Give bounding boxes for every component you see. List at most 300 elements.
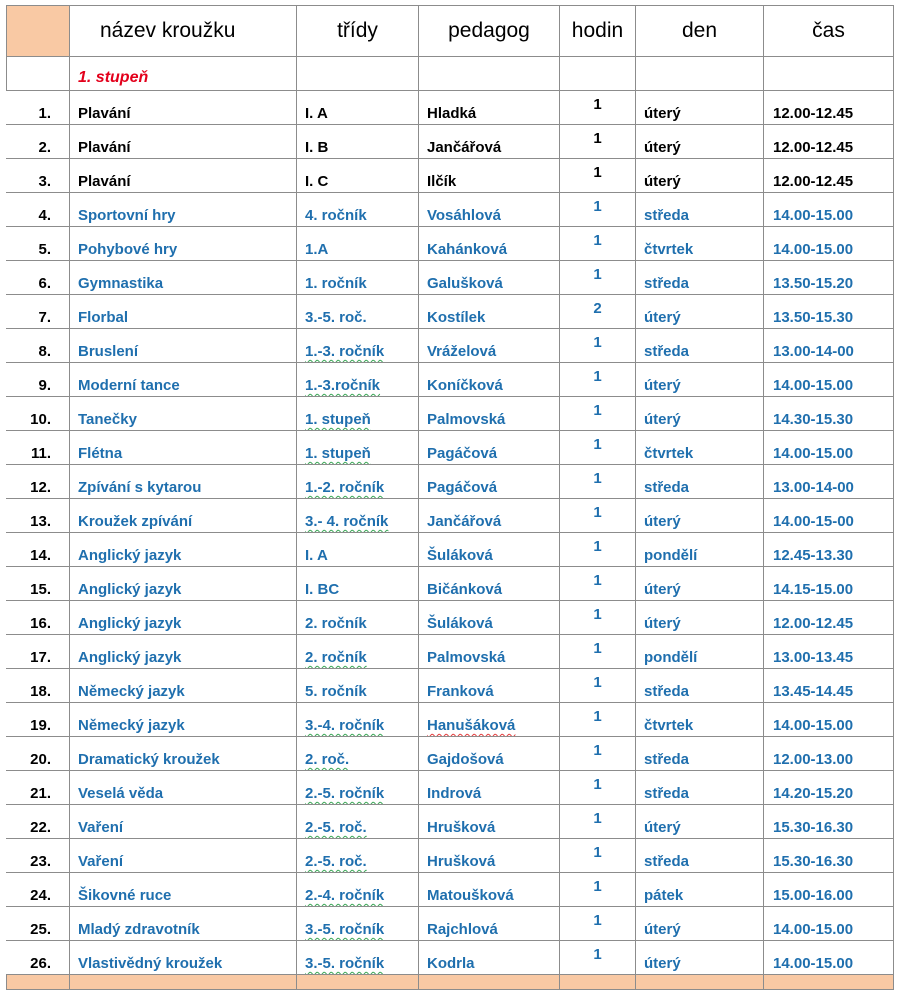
den-cell <box>636 703 764 737</box>
pedagog-cell <box>419 499 560 533</box>
pedagog-text: Pagáčová <box>427 445 498 462</box>
pedagog-text: Galušková <box>427 275 503 292</box>
trida-text: I. BC <box>305 581 340 598</box>
den-cell <box>636 295 764 329</box>
cas-cell <box>764 465 894 499</box>
cas-cell <box>764 737 894 771</box>
cas-text: 13.50-15.30 <box>773 309 854 326</box>
section-empty-cell <box>419 57 560 91</box>
krouzek-name-cell <box>70 91 297 125</box>
cas-text: 12.00-12.45 <box>773 615 854 632</box>
footer-cell <box>70 975 297 990</box>
krouzek-name-text: Bruslení <box>78 343 139 360</box>
pedagog-text: Šuláková <box>427 547 493 564</box>
row-number-text: 13. <box>30 513 51 530</box>
footer-cell <box>560 975 636 990</box>
hodin-cell <box>560 805 636 839</box>
trida-text: 2.-5. roč. <box>305 819 367 836</box>
trida-cell <box>297 703 419 737</box>
table-row <box>7 397 894 431</box>
pedagog-cell <box>419 193 560 227</box>
cas-text: 12.00-12.45 <box>773 105 854 122</box>
row-number-text: 20. <box>30 751 51 768</box>
row-number-cell <box>7 601 70 635</box>
cas-cell <box>764 499 894 533</box>
krouzek-name-cell <box>70 907 297 941</box>
row-number-text: 4. <box>38 207 51 224</box>
cas-text: 14.30-15.30 <box>773 411 854 428</box>
krouzek-name-cell <box>70 805 297 839</box>
header-den: den <box>636 6 764 57</box>
pedagog-cell <box>419 295 560 329</box>
den-cell <box>636 805 764 839</box>
hodin-cell <box>560 227 636 261</box>
krouzek-name-cell <box>70 941 297 975</box>
den-cell <box>636 941 764 975</box>
den-text: úterý <box>644 513 681 530</box>
table-row <box>7 669 894 703</box>
row-number-cell <box>7 839 70 873</box>
row-number-cell <box>7 907 70 941</box>
trida-text: I. A <box>305 105 328 122</box>
cas-text: 13.00-13.45 <box>773 649 854 666</box>
cas-cell <box>764 567 894 601</box>
trida-text: 1.-2. ročník <box>305 479 385 496</box>
pedagog-text: Šuláková <box>427 615 493 632</box>
cas-text: 12.45-13.30 <box>773 547 854 564</box>
krouzek-name-cell <box>70 159 297 193</box>
cas-cell <box>764 839 894 873</box>
row-number-text: 26. <box>30 955 51 972</box>
den-text: úterý <box>644 139 681 156</box>
footer-cell <box>636 975 764 990</box>
den-cell <box>636 227 764 261</box>
den-cell <box>636 159 764 193</box>
row-number-cell <box>7 941 70 975</box>
trida-text: 1.-3.ročník <box>305 377 381 394</box>
cas-text: 14.15-15.00 <box>773 581 854 598</box>
hodin-text: 2 <box>593 300 602 317</box>
cas-text: 14.20-15.20 <box>773 785 854 802</box>
hodin-cell <box>560 159 636 193</box>
row-number-cell <box>7 227 70 261</box>
den-cell <box>636 669 764 703</box>
hodin-cell <box>560 703 636 737</box>
krouzek-name-text: Vaření <box>78 819 124 836</box>
den-text: středa <box>644 479 690 496</box>
hodin-cell <box>560 193 636 227</box>
trida-text: 3.-5. roč. <box>305 309 367 326</box>
pedagog-cell <box>419 227 560 261</box>
krouzek-name-cell <box>70 635 297 669</box>
pedagog-cell <box>419 907 560 941</box>
trida-cell <box>297 329 419 363</box>
row-number-text: 22. <box>30 819 51 836</box>
trida-cell <box>297 465 419 499</box>
trida-cell <box>297 669 419 703</box>
cas-text: 13.50-15.20 <box>773 275 854 292</box>
hodin-cell <box>560 465 636 499</box>
section-empty-cell <box>636 57 764 91</box>
den-text: úterý <box>644 955 681 972</box>
row-number-cell <box>7 329 70 363</box>
den-text: středa <box>644 853 690 870</box>
hodin-cell <box>560 329 636 363</box>
trida-text: 1.-3. ročník <box>305 343 385 360</box>
krouzek-name-text: Plavání <box>78 173 131 190</box>
trida-text: 3.-5. ročník <box>305 921 385 938</box>
hodin-cell <box>560 737 636 771</box>
krouzek-name-text: Šikovné ruce <box>78 887 172 904</box>
trida-cell <box>297 295 419 329</box>
krouzek-name-text: Anglický jazyk <box>78 615 182 632</box>
krouzek-name-text: Anglický jazyk <box>78 581 182 598</box>
cas-text: 13.00-14-00 <box>773 343 854 360</box>
trida-cell <box>297 91 419 125</box>
trida-cell <box>297 805 419 839</box>
row-number-text: 8. <box>38 343 51 360</box>
pedagog-text: Kodrla <box>427 955 475 972</box>
table-row <box>7 363 894 397</box>
den-cell <box>636 465 764 499</box>
cas-text: 12.00-12.45 <box>773 139 854 156</box>
cas-text: 13.45-14.45 <box>773 683 854 700</box>
den-cell <box>636 499 764 533</box>
pedagog-text: Kahánková <box>427 241 508 258</box>
section-label: 1. stupeň <box>70 57 297 91</box>
header-pedagog: pedagog <box>419 6 560 57</box>
pedagog-text: Koníčková <box>427 377 503 394</box>
trida-text: I. C <box>305 173 329 190</box>
krouzek-name-text: Mladý zdravotník <box>78 921 200 938</box>
pedagog-cell <box>419 261 560 295</box>
krouzek-name-cell <box>70 499 297 533</box>
cas-cell <box>764 941 894 975</box>
header-cas: čas <box>764 6 894 57</box>
krouzek-name-cell <box>70 227 297 261</box>
pedagog-cell <box>419 737 560 771</box>
header-corner-cell <box>7 6 70 57</box>
den-text: pátek <box>644 887 684 904</box>
pedagog-text: Ilčík <box>427 173 457 190</box>
row-number-text: 12. <box>30 479 51 496</box>
krouzek-name-text: Pohybové hry <box>78 241 178 258</box>
cas-cell <box>764 363 894 397</box>
hodin-text: 1 <box>593 232 602 249</box>
cas-cell <box>764 227 894 261</box>
section-empty-cell <box>560 57 636 91</box>
den-text: úterý <box>644 615 681 632</box>
hodin-cell <box>560 941 636 975</box>
hodin-text: 1 <box>593 844 602 861</box>
row-number-cell <box>7 703 70 737</box>
trida-cell <box>297 567 419 601</box>
pedagog-cell <box>419 533 560 567</box>
cas-cell <box>764 601 894 635</box>
den-cell <box>636 91 764 125</box>
pedagog-text: Rajchlová <box>427 921 498 938</box>
krouzek-name-cell <box>70 533 297 567</box>
footer-row <box>7 975 894 990</box>
krouzek-name-text: Veselá věda <box>78 785 164 802</box>
den-cell <box>636 533 764 567</box>
cas-text: 14.00-15-00 <box>773 513 854 530</box>
row-number-cell <box>7 465 70 499</box>
table-row <box>7 499 894 533</box>
row-number-cell <box>7 499 70 533</box>
hodin-text: 1 <box>593 606 602 623</box>
cas-cell <box>764 261 894 295</box>
den-cell <box>636 329 764 363</box>
den-text: úterý <box>644 921 681 938</box>
trida-cell <box>297 771 419 805</box>
cas-text: 14.00-15.00 <box>773 955 854 972</box>
row-number-text: 25. <box>30 921 51 938</box>
den-text: úterý <box>644 309 681 326</box>
table-row <box>7 329 894 363</box>
hodin-text: 1 <box>593 96 602 113</box>
trida-cell <box>297 193 419 227</box>
pedagog-cell <box>419 397 560 431</box>
cas-cell <box>764 159 894 193</box>
trida-text: 1.A <box>305 241 329 258</box>
pedagog-cell <box>419 465 560 499</box>
den-cell <box>636 839 764 873</box>
table-row <box>7 193 894 227</box>
hodin-cell <box>560 771 636 805</box>
hodin-cell <box>560 91 636 125</box>
table-row <box>7 295 894 329</box>
row-number-cell <box>7 533 70 567</box>
krouzek-name-text: Německý jazyk <box>78 717 185 734</box>
table-row <box>7 907 894 941</box>
trida-cell <box>297 227 419 261</box>
footer-cell <box>297 975 419 990</box>
krouzek-name-cell <box>70 295 297 329</box>
pedagog-text: Hanušáková <box>427 717 516 734</box>
hodin-text: 1 <box>593 912 602 929</box>
krouzek-name-text: Plavání <box>78 139 131 156</box>
trida-text: 2.-5. ročník <box>305 785 385 802</box>
den-text: středa <box>644 343 690 360</box>
hodin-text: 1 <box>593 708 602 725</box>
table-row <box>7 567 894 601</box>
trida-cell <box>297 737 419 771</box>
trida-cell <box>297 499 419 533</box>
row-number-text: 11. <box>30 445 51 462</box>
row-number-text: 18. <box>30 683 51 700</box>
cas-cell <box>764 771 894 805</box>
cas-cell <box>764 329 894 363</box>
krouzek-name-text: Sportovní hry <box>78 207 176 224</box>
krouzek-name-cell <box>70 669 297 703</box>
hodin-text: 1 <box>593 946 602 963</box>
header-nazev-krouzku: název kroužku <box>70 6 297 57</box>
cas-text: 15.30-16.30 <box>773 819 854 836</box>
pedagog-cell <box>419 125 560 159</box>
den-text: úterý <box>644 377 681 394</box>
pedagog-text: Pagáčová <box>427 479 498 496</box>
den-cell <box>636 397 764 431</box>
trida-text: 2. ročník <box>305 615 367 632</box>
footer-cell <box>419 975 560 990</box>
den-cell <box>636 873 764 907</box>
krouzek-name-cell <box>70 431 297 465</box>
cas-text: 14.00-15.00 <box>773 717 854 734</box>
cas-cell <box>764 873 894 907</box>
row-number-text: 17. <box>30 649 51 666</box>
row-number-cell <box>7 261 70 295</box>
pedagog-text: Hladká <box>427 105 477 122</box>
row-number-cell <box>7 635 70 669</box>
pedagog-cell <box>419 805 560 839</box>
header-tridy: třídy <box>297 6 419 57</box>
cas-cell <box>764 533 894 567</box>
footer-cell <box>764 975 894 990</box>
krouzek-name-cell <box>70 703 297 737</box>
hodin-cell <box>560 669 636 703</box>
cas-cell <box>764 669 894 703</box>
krouzek-name-text: Vlastivědný kroužek <box>78 955 223 972</box>
krouzek-name-text: Moderní tance <box>78 377 180 394</box>
table-row <box>7 533 894 567</box>
pedagog-text: Vosáhlová <box>427 207 501 224</box>
den-text: středa <box>644 683 690 700</box>
trida-cell <box>297 533 419 567</box>
pedagog-text: Indrová <box>427 785 482 802</box>
cas-text: 14.00-15.00 <box>773 207 854 224</box>
krouzek-name-text: Německý jazyk <box>78 683 185 700</box>
pedagog-text: Palmovská <box>427 649 506 666</box>
row-number-text: 16. <box>30 615 51 632</box>
den-text: středa <box>644 275 690 292</box>
row-number-cell <box>7 431 70 465</box>
hodin-text: 1 <box>593 436 602 453</box>
trida-cell <box>297 261 419 295</box>
table-row <box>7 771 894 805</box>
hodin-cell <box>560 363 636 397</box>
row-number-text: 6. <box>38 275 51 292</box>
krouzek-name-text: Zpívání s kytarou <box>78 479 202 496</box>
pedagog-text: Gajdošová <box>427 751 504 768</box>
den-cell <box>636 601 764 635</box>
krouzek-name-cell <box>70 839 297 873</box>
hodin-cell <box>560 261 636 295</box>
pedagog-text: Hrušková <box>427 819 496 836</box>
row-number-text: 5. <box>38 241 51 258</box>
trida-cell <box>297 941 419 975</box>
pedagog-cell <box>419 703 560 737</box>
cas-cell <box>764 805 894 839</box>
hodin-text: 1 <box>593 878 602 895</box>
den-cell <box>636 125 764 159</box>
table-row <box>7 941 894 975</box>
row-number-cell <box>7 91 70 125</box>
pedagog-cell <box>419 669 560 703</box>
den-cell <box>636 363 764 397</box>
cas-text: 15.30-16.30 <box>773 853 854 870</box>
hodin-text: 1 <box>593 130 602 147</box>
trida-text: 2.-5. roč. <box>305 853 367 870</box>
krouzek-name-cell <box>70 567 297 601</box>
cas-text: 12.00-12.45 <box>773 173 854 190</box>
krouzek-name-cell <box>70 737 297 771</box>
den-cell <box>636 567 764 601</box>
table-row <box>7 159 894 193</box>
krouzek-name-cell <box>70 193 297 227</box>
hodin-text: 1 <box>593 572 602 589</box>
trida-text: 3.-4. ročník <box>305 717 385 734</box>
den-cell <box>636 737 764 771</box>
hodin-cell <box>560 907 636 941</box>
row-number-cell <box>7 193 70 227</box>
pedagog-cell <box>419 567 560 601</box>
table-row <box>7 805 894 839</box>
trida-text: 2. roč. <box>305 751 350 768</box>
krouzek-name-text: Anglický jazyk <box>78 547 182 564</box>
krouzek-name-cell <box>70 363 297 397</box>
hodin-cell <box>560 431 636 465</box>
krouzek-name-text: Kroužek zpívání <box>78 513 193 530</box>
cas-cell <box>764 635 894 669</box>
den-text: středa <box>644 207 690 224</box>
den-text: úterý <box>644 819 681 836</box>
pedagog-text: Jančářová <box>427 139 502 156</box>
hodin-text: 1 <box>593 776 602 793</box>
trida-text: 5. ročník <box>305 683 367 700</box>
row-number-cell <box>7 771 70 805</box>
den-text: úterý <box>644 581 681 598</box>
row-number-text: 15. <box>30 581 51 598</box>
trida-text: 3.- 4. ročník <box>305 513 389 530</box>
table-row <box>7 635 894 669</box>
table-row <box>7 261 894 295</box>
den-text: úterý <box>644 411 681 428</box>
pedagog-cell <box>419 159 560 193</box>
trida-text: 1. stupeň <box>305 411 371 428</box>
row-number-cell <box>7 737 70 771</box>
pedagog-cell <box>419 91 560 125</box>
cas-cell <box>764 907 894 941</box>
pedagog-text: Kostílek <box>427 309 486 326</box>
hodin-cell <box>560 873 636 907</box>
hodin-cell <box>560 839 636 873</box>
trida-cell <box>297 601 419 635</box>
hodin-cell <box>560 635 636 669</box>
cas-cell <box>764 125 894 159</box>
krouzek-name-text: Anglický jazyk <box>78 649 182 666</box>
den-text: úterý <box>644 105 681 122</box>
trida-cell <box>297 363 419 397</box>
krouzek-name-cell <box>70 397 297 431</box>
cas-text: 14.00-15.00 <box>773 241 854 258</box>
hodin-cell <box>560 601 636 635</box>
row-number-cell <box>7 295 70 329</box>
trida-text: 1. ročník <box>305 275 367 292</box>
den-cell <box>636 261 764 295</box>
krouzek-name-text: Dramatický kroužek <box>78 751 220 768</box>
hodin-text: 1 <box>593 198 602 215</box>
section-empty-cell <box>7 57 70 91</box>
footer-cell <box>7 975 70 990</box>
pedagog-cell <box>419 771 560 805</box>
row-number-text: 21. <box>30 785 51 802</box>
hodin-cell <box>560 567 636 601</box>
trida-cell <box>297 125 419 159</box>
trida-cell <box>297 839 419 873</box>
trida-text: I. A <box>305 547 328 564</box>
krouzek-name-text: Tanečky <box>78 411 137 428</box>
